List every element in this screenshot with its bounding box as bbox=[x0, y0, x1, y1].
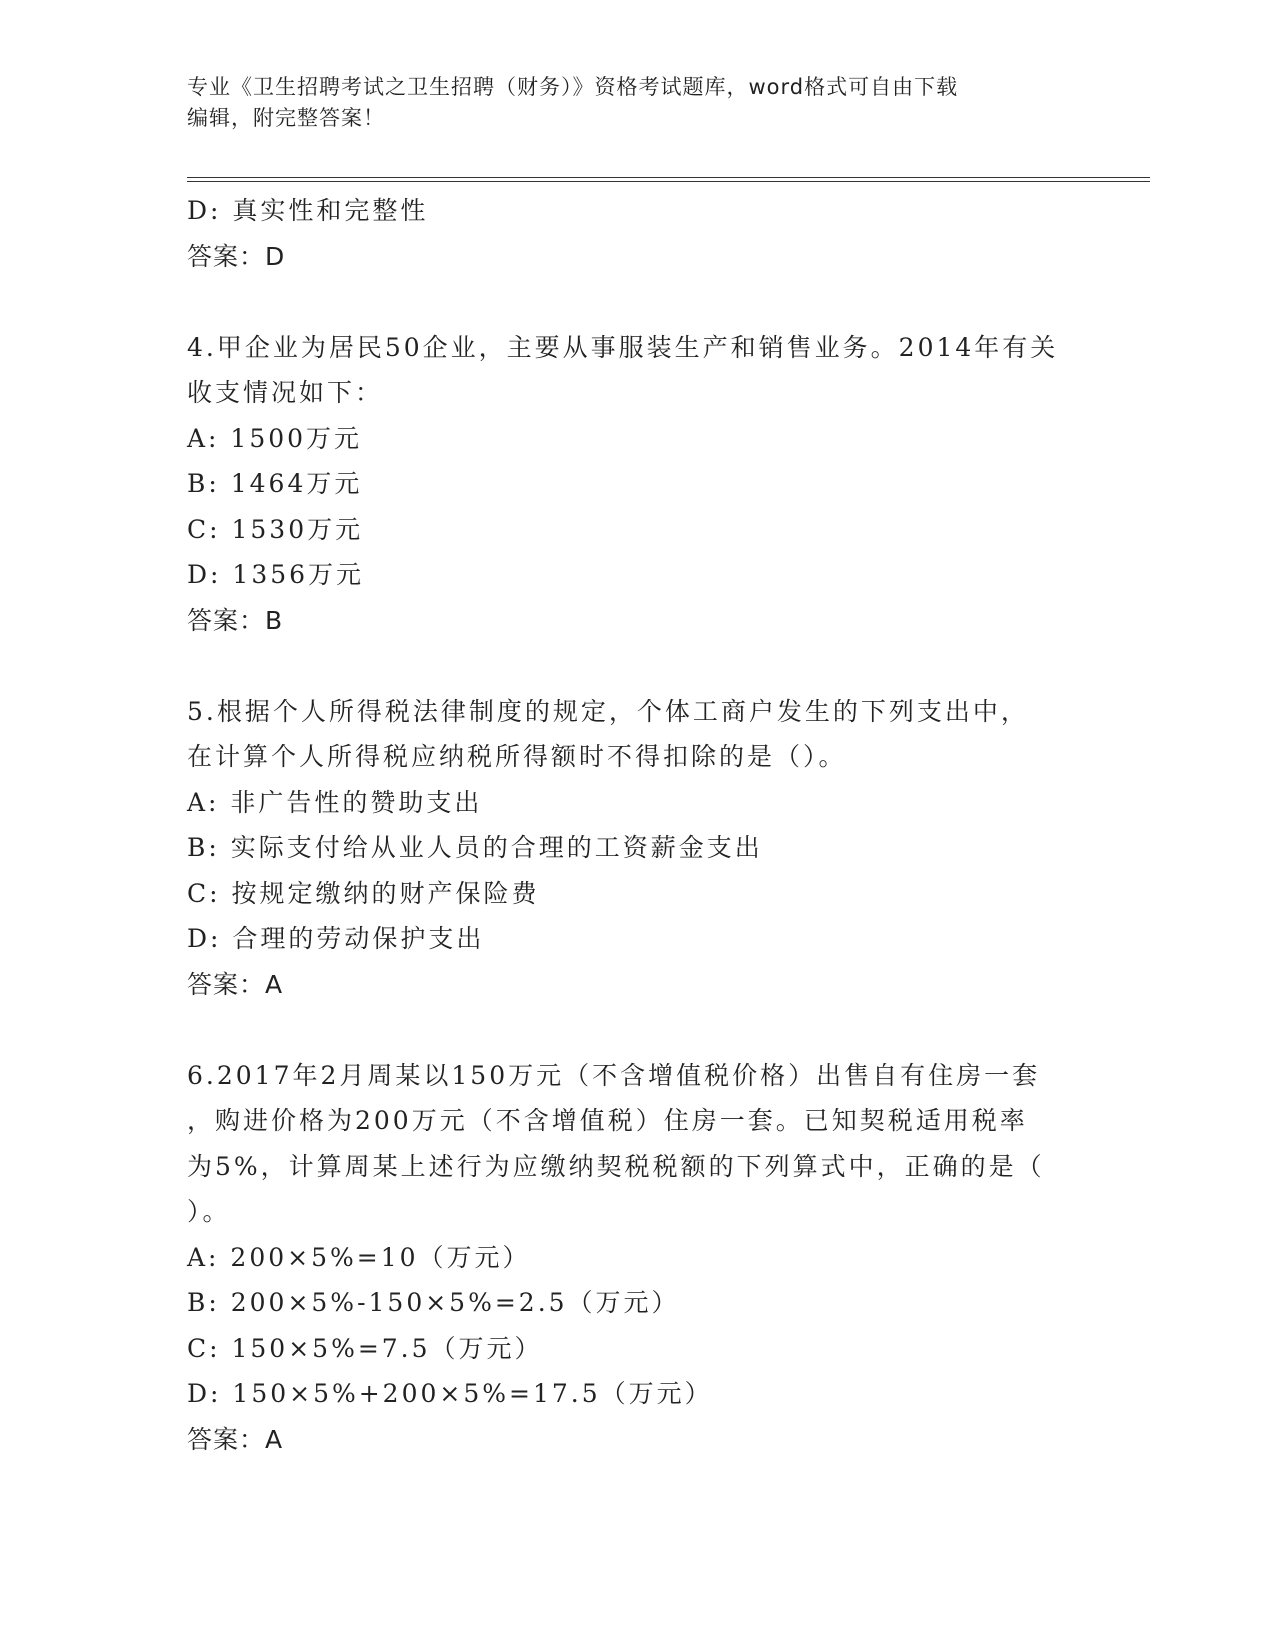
header-divider-bottom bbox=[187, 181, 1150, 182]
question-stem: 5.根据个人所得税法律制度的规定，个体工商户发生的下列支出中， bbox=[187, 696, 1029, 726]
spacer bbox=[187, 643, 1077, 689]
question-6 bbox=[187, 1053, 1077, 1463]
question-5 bbox=[187, 689, 1077, 1008]
spacer bbox=[187, 1007, 1077, 1053]
answer-label: 答案：B bbox=[187, 605, 284, 635]
question-stem: 收支情况如下： bbox=[187, 378, 384, 407]
option-c: C: 1530万元 bbox=[187, 514, 364, 544]
header-line-1: 专业《卫生招聘考试之卫生招聘（财务）》资格考试题库，word格式可自由下载 bbox=[187, 75, 959, 99]
spacer bbox=[187, 279, 1077, 325]
question-stem: 为5%，计算周某上述行为应缴纳契税税额的下列算式中，正确的是（ bbox=[187, 1151, 1045, 1181]
question-list bbox=[187, 188, 1077, 1462]
option-a: A: 非广告性的赞助支出 bbox=[187, 787, 483, 817]
question-stem: ）。 bbox=[187, 1197, 231, 1226]
option-a: A: 200×5%=10（万元） bbox=[187, 1242, 531, 1272]
question-3-tail bbox=[187, 188, 1077, 279]
option-d: D: 合理的劳动保护支出 bbox=[187, 924, 485, 953]
header-divider-top bbox=[187, 177, 1150, 178]
question-stem: 在计算个人所得税应纳税所得额时不得扣除的是（）。 bbox=[187, 742, 847, 771]
option-a: A: 1500万元 bbox=[187, 423, 363, 453]
question-stem: ，购进价格为200万元（不含增值税）住房一套。已知契税适用税率 bbox=[187, 1106, 1028, 1135]
header-line-2: 编辑，附完整答案！ bbox=[187, 106, 385, 130]
answer-label: 答案：A bbox=[187, 969, 284, 999]
option-d: D: 1356万元 bbox=[187, 560, 365, 589]
option-d: D: 真实性和完整性 bbox=[187, 196, 429, 225]
option-c: C: 150×5%=7.5（万元） bbox=[187, 1333, 543, 1363]
answer-label: 答案：D bbox=[187, 241, 286, 271]
answer-label: 答案：A bbox=[187, 1424, 284, 1454]
page-header bbox=[187, 72, 1067, 134]
question-stem: 6.2017年2月周某以150万元（不含增值税价格）出售自有住房一套 bbox=[187, 1060, 1041, 1090]
question-stem: 4.甲企业为居民50企业，主要从事服装生产和销售业务。2014年有关 bbox=[187, 332, 1059, 362]
question-4 bbox=[187, 325, 1077, 644]
option-d: D: 150×5%+200×5%=17.5（万元） bbox=[187, 1379, 713, 1408]
option-b: B: 实际支付给从业人员的合理的工资薪金支出 bbox=[187, 833, 763, 862]
option-b: B: 200×5%-150×5%=2.5（万元） bbox=[187, 1288, 680, 1317]
option-c: C: 按规定缴纳的财产保险费 bbox=[187, 878, 540, 908]
option-b: B: 1464万元 bbox=[187, 469, 363, 498]
